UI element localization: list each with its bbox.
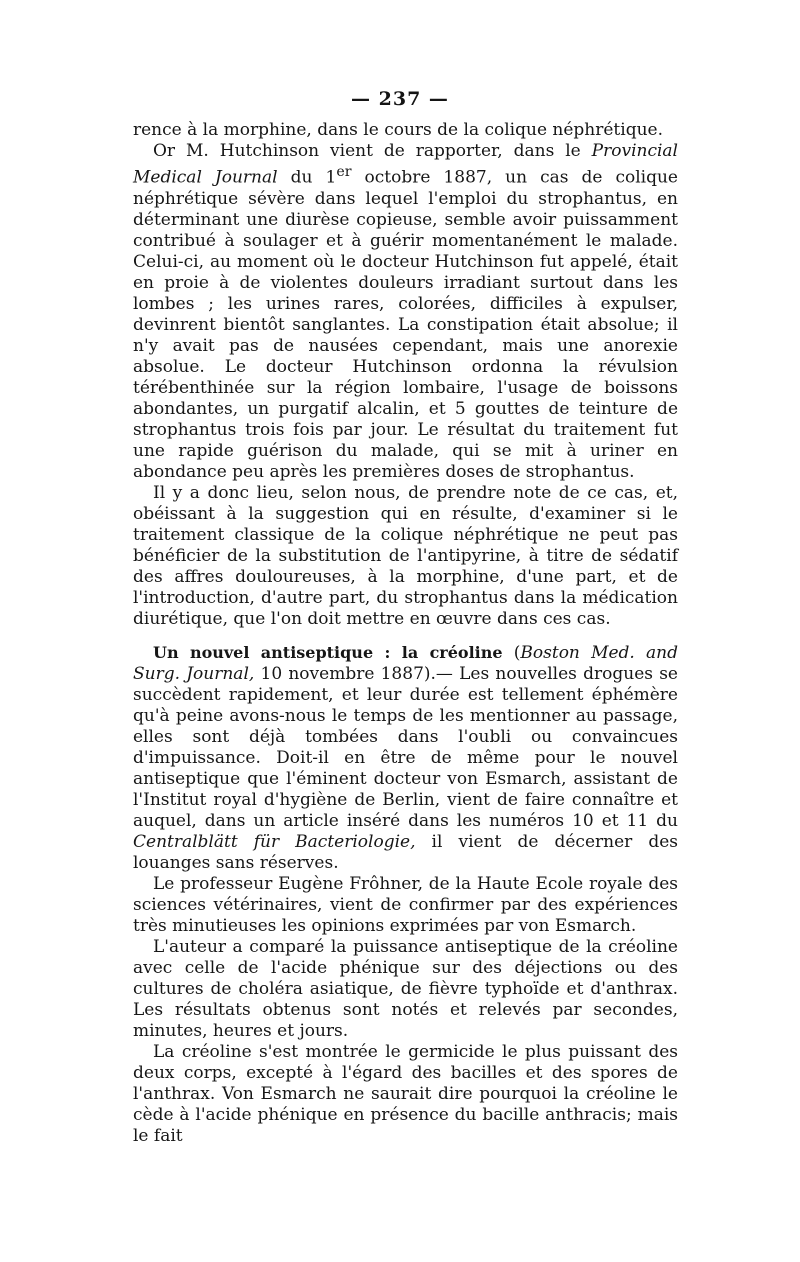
paragraph-frohner: Le professeur Eugène Frôhner, de la Haute Ecole royale des sciences vétérinaires, vient de confirmer par des expériences très minutieuses les opinions exprimées par von Esmarch. (133, 873, 678, 936)
paragraph-creoline (133, 642, 678, 874)
source-journal: Boston Med. and Surg. Journal, (133, 642, 678, 684)
paragraph-conclusion: Il y a donc lieu, selon nous, de prendre note de ce cas, et, obéissant à la suggestion qui en résulte, d'examiner si le traitement classique de la colique néphrétique ne peut pas bénéficier de la substitution de l'antipyrine, à titre de sédatif des affres douloureuses, à la morphine, d'une part, et de l'introduction, d'autre part, du strophantus dans la médication diurétique, que l'on doit mettre en œuvre dans ces cas. (133, 482, 678, 629)
paragraph-hutchinson (133, 141, 678, 483)
paragraph-hutchinson-mid: du 1 (277, 167, 337, 188)
source-date: 10 novembre 1887).— (254, 663, 460, 684)
page-number: — 237 — (351, 88, 449, 110)
body-text (133, 120, 678, 1147)
section-heading: Un nouvel antiseptique : la créoline (153, 642, 503, 662)
centralblatt-title: Centralblätt für Bacteriologie, (133, 831, 416, 852)
paragraph-creoline-body1: Les nouvelles drogues se succèdent rapidement, et leur durée est tellement éphémère qu'à peine avons-nous le temps de les mentionner au passage, elles sont déjà tombées dans l'oubli ou convaincues d'impuissance. Doit-il en être de même pour le nouvel antiseptique que l'éminent docteur von Esmarch, assistant de l'Institut royal d'hygiène de Berlin, vient de faire connaître et auquel, dans un article inséré dans les numéros 10 et 11 du (133, 663, 678, 831)
paragraph-creoline-body2: il vient de décerner des louanges sans réserves. (133, 831, 679, 873)
paragraph-results: La créoline s'est montrée le germicide le plus puissant des deux corps, excepté à l'égard des bacilles et des spores de l'anthrax. Von Esmarch ne saurait dire pourquoi la créoline le cède à l'acide phénique en présence du bacille anthracis; mais le fait (133, 1041, 678, 1146)
paragraph-hutchinson-pre: Or M. Hutchinson vient de rapporter, dans le (153, 141, 592, 161)
paragraph-continuation: rence à la morphine, dans le cours de la colique néphrétique. (133, 120, 663, 140)
paragraph-hutchinson-post: octobre 1887, un cas de colique néphrétique sévère dans lequel l'emploi du strophantus, en déterminant une diurèse copieuse, semble avoir puissamment contribué à soulager et à guérir momentanément le malade. Celui-ci, au moment où le docteur Hutchinson fut appelé, était en proie à de violentes douleurs irradiant surtout dans les lombes ; les urines rares, colorées, difficiles à expulser, devinrent bientôt sanglantes. La constipation était absolue; il n'y avait pas de nausées cependant, mais une anorexie absolue. Le docteur Hutchinson ordonna la révulsion térébenthinée sur la région lombaire, l'usage de boissons abondantes, un purgatif alcalin, et 5 gouttes de teinture de strophantus trois fois par jour. Le résultat du traitement fut une rapide guérison du malade, qui se mit à uriner en abondance peu après les premières doses de strophantus. (133, 167, 678, 482)
paragraph-comparison: L'auteur a comparé la puissance antiseptique de la créoline avec celle de l'acide phénique sur des déjections ou des cultures de choléra asiatique, de fièvre typhoïde et d'anthrax. Les résultats obtenus sont notés et relevés par secondes, minutes, heures et jours. (133, 936, 678, 1041)
journal-title: Provincial Medical Journal (133, 141, 678, 188)
source-open: ( (502, 642, 521, 663)
ordinal-superscript: er (336, 164, 352, 180)
